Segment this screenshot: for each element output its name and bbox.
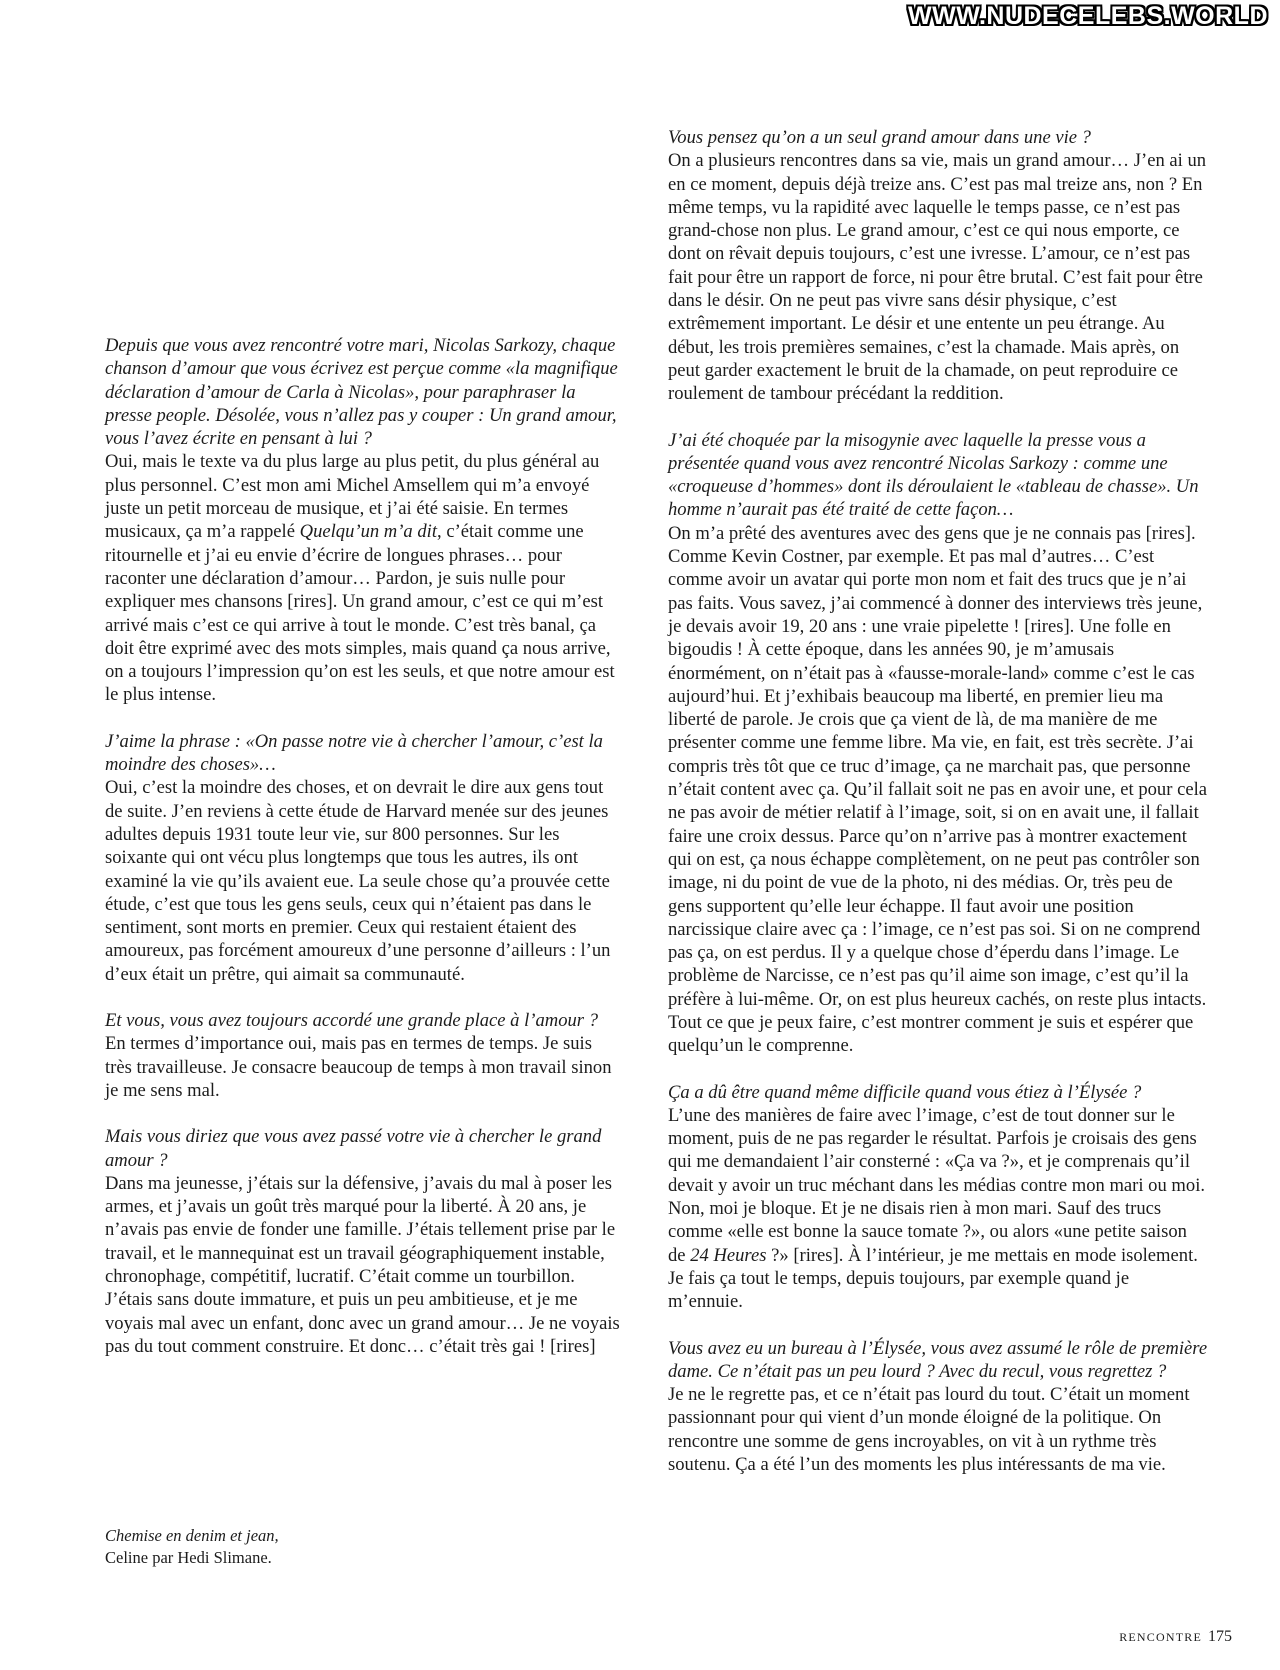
qa-block (668, 1081, 1208, 1314)
song-title: Quelqu’un m’a dit (299, 521, 438, 543)
interview-answer: On a plusieurs rencontres dans sa vie, mais un grand amour… J’en ai un en ce moment, depuis déjà treize ans. C’est pas mal treize ans, non ? En même temps, vu la rapidité avec laquelle le temps passe, ce n’est pas grand-chose non plus. Le grand amour, c’est ce qui nous emporte, ce dont on rêvait depuis toujours, c’est une ivresse. L’amour, ce n’est pas fait pour être un rapport de force, ni pour être brutal. C’est fait pour être dans le désir. On ne peut pas vivre sans désir physique, c’est extrêmement important. Le désir et une entente un peu étrange. Au début, les trois premières semaines, c’est la chamade. Mais après, on peut garder exactement le bruit de la chamade, on peut reproduire ce roulement de tambour précédant la reddition. (668, 150, 1207, 405)
show-title: 24 Heures (690, 1244, 767, 1266)
interview-answer: On m’a prêté des aventures avec des gens que je ne connais pas [rires]. Comme Kevin Costner, par exemple. Et pas mal d’autres… C’est comme avoir un avatar qui porte mon nom et fait des trucs que je n’ai pas faits. Vous savez, j’ai commencé à donner des interviews très jeune, je devais avoir 19, 20 ans : une vraie pipelette ! [rires]. Une folle en bigoudis ! À cette époque, dans les années 90, je m’amusais énormément, on n’était pas à «fausse-morale-land» comme c’est le cas aujourd’hui. Et j’exhibais beaucoup ma liberté, en premier lieu ma liberté de parole. Je crois que ça vient de là, de ma manière de me présenter comme une femme libre. Ma vie, en fait, est très secrète. J’ai compris très tôt que ce truc d’image, ça ne marchait pas, que personne n’était content avec ça. Qu’il fallait soit ne pas en avoir une, et pour cela ne pas avoir de métier relatif à l’image, soit, si on en avait une, il fallait faire une croix dessus. Parce qu’on n’arrive pas à montrer exactement qui on est, ça nous échappe complètement, on ne peut pas contrôler son image, ni du point de vue de la photo, ni des médias. Or, très peu de gens supportent qu’elle leur échappe. Il faut avoir une position narcissique claire avec ça : l’image, ce n’est pas soi. Si on ne comprend pas ça, on est perdus. Il y a quelque chose d’éperdu dans l’image. Le problème de Narcisse, ce n’est pas qu’il aime son image, c’est qu’il la préfère à lui-même. Or, on est plus heureux cachés, on reste plus intacts. Tout ce que je peux faire, c’est montrer comment je suis et espérer que quelqu’un le comprenne. (668, 522, 1207, 1057)
qa-block (105, 1009, 620, 1102)
interview-question: J’aime la phrase : «On passe notre vie à chercher l’amour, c’est la moindre des choses»… (105, 730, 603, 776)
watermark: WWW.NUDECELEBS.WORLD (908, 2, 1268, 30)
answer-text: , c’était comme une ritournelle et j’ai eu envie d’écrire de longues phrases… pour raconter une déclaration d’amour… Pardon, je suis nulle pour expliquer mes chansons [rires]. Un grand amour, c’est ce qui m’est arrivé mais c’est ce qui arrive à tout le monde. C’est très banal, ça doit être exprimé avec des mots simples, mais quand ça nous arrive, on a toujours l’impression qu’on est les seuls, et que notre amour est le plus intense. (105, 521, 615, 706)
right-column (668, 126, 1208, 1499)
caption-line: Chemise en denim et jean, (105, 1526, 279, 1545)
section-name: RENCONTRE (1119, 1630, 1202, 1644)
interview-question: Vous avez eu un bureau à l’Élysée, vous avez assumé le rôle de première dame. Ce n’était pas un peu lourd ? Avec du recul, vous regrettez ? (668, 1337, 1208, 1382)
interview-question: Vous pensez qu’on a un seul grand amour dans une vie ? (668, 127, 1091, 148)
qa-block (105, 730, 620, 986)
answer-text: ?» [rires]. À l’intérieur, je me mettais en mode isolement. Je fais ça tout le temps, depuis toujours, par exemple quand je m’ennuie. (668, 1244, 1198, 1313)
qa-block (668, 429, 1208, 1058)
caption-line: Celine par Hedi Slimane. (105, 1548, 272, 1567)
page-number: 175 (1208, 1628, 1232, 1645)
qa-block (105, 1125, 620, 1358)
interview-answer: En termes d’importance oui, mais pas en termes de temps. Je suis très travailleuse. Je consacre beaucoup de temps à mon travail sinon je me sens mal. (105, 1033, 612, 1101)
page-footer (1119, 1628, 1232, 1646)
interview-question: Mais vous diriez que vous avez passé votre vie à chercher le grand amour ? (105, 1126, 602, 1171)
answer-text: L’une des manières de faire avec l’image, c’est de tout donner sur le moment, puis de ne pas regarder le résultat. Parfois je croisais des gens qui me demandaient l’air consterné : «Ça va ?», et je comprenais qu’il devait y avoir un truc méchant dans les médias contre mon mari ou moi. Non, moi je bloque. Et je ne disais rien à mon mari. Sauf des trucs comme «elle est bonne la sauce tomate ?», ou alors «une petite saison de (668, 1104, 1206, 1266)
left-column (105, 334, 620, 1381)
photo-caption (105, 1525, 279, 1569)
qa-block (668, 1337, 1208, 1477)
interview-question: J’ai été choquée par la misogynie avec laquelle la presse vous a présentée quand vous avez rencontré Nicolas Sarkozy : comme une «croqueuse d’hommes» dont ils déroulaient le «tableau de chasse». Un homme n’aurait pas été traité de cette façon… (668, 429, 1199, 521)
interview-answer: Dans ma jeunesse, j’étais sur la défensive, j’avais du mal à poser les armes, et j’avais un goût très marqué pour la liberté. À 20 ans, je n’avais pas envie de fonder une famille. J’étais tellement prise par le travail, et le mannequinat est un travail géographiquement instable, chronophage, compétitif, lucratif. C’était comme un tourbillon. J’étais sans doute immature, et puis un peu ambitieuse, et je me voyais mal avec un enfant, donc avec un grand amour… Je ne voyais pas du tout comment construire. Et donc… c’était très gai ! [rires] (105, 1172, 620, 1357)
interview-question: Ça a dû être quand même difficile quand vous étiez à l’Élysée ? (668, 1081, 1142, 1103)
qa-block (105, 334, 620, 707)
interview-question: Depuis que vous avez rencontré votre mari, Nicolas Sarkozy, chaque chanson d’amour que vous écrivez est perçue comme «la magnifique déclaration d’amour de Carla à Nicolas», pour paraphraser la presse people. Désolée, vous n’allez pas y couper : Un grand amour, vous l’avez écrite en pensant à lui ? (105, 335, 618, 450)
qa-block (668, 126, 1208, 406)
interview-answer (105, 450, 620, 706)
interview-question: Et vous, vous avez toujours accordé une grande place à l’amour ? (105, 1010, 598, 1032)
answer-text: Oui, mais le texte va du plus large au plus petit, du plus général au plus personnel. C’est mon ami Michel Amsellem qui m’a envoyé juste un petit morceau de musique, et j’ai été saisie. En termes musicaux, ça m’a rappelé (105, 451, 600, 543)
interview-answer: Je ne le regrette pas, et ce n’était pas lourd du tout. C’était un moment passionnant pour qui vient d’un monde éloigné de la politique. On rencontre une somme de gens incroyables, on vit à un rythme très soutenu. Ça a été l’un des moments les plus intéressants de ma vie. (668, 1384, 1190, 1476)
interview-answer (668, 1104, 1208, 1314)
interview-answer: Oui, c’est la moindre des choses, et on devrait le dire aux gens tout de suite. J’en reviens à cette étude de Harvard menée sur des jeunes adultes depuis 1931 toute leur vie, sur 800 personnes. Sur les soixante qui ont vécu plus longtemps que tous les autres, ils ont examiné la vie qu’ils avaient eue. La seule chose qu’a prouvée cette étude, c’est que tous les gens seuls, ceux qui n’étaient pas dans le sentiment, sont morts en premier. Ceux qui restaient étaient des amoureux, pas forcément amoureux d’une personne d’ailleurs : l’un d’eux était un prêtre, qui aimait sa communauté. (105, 777, 611, 985)
